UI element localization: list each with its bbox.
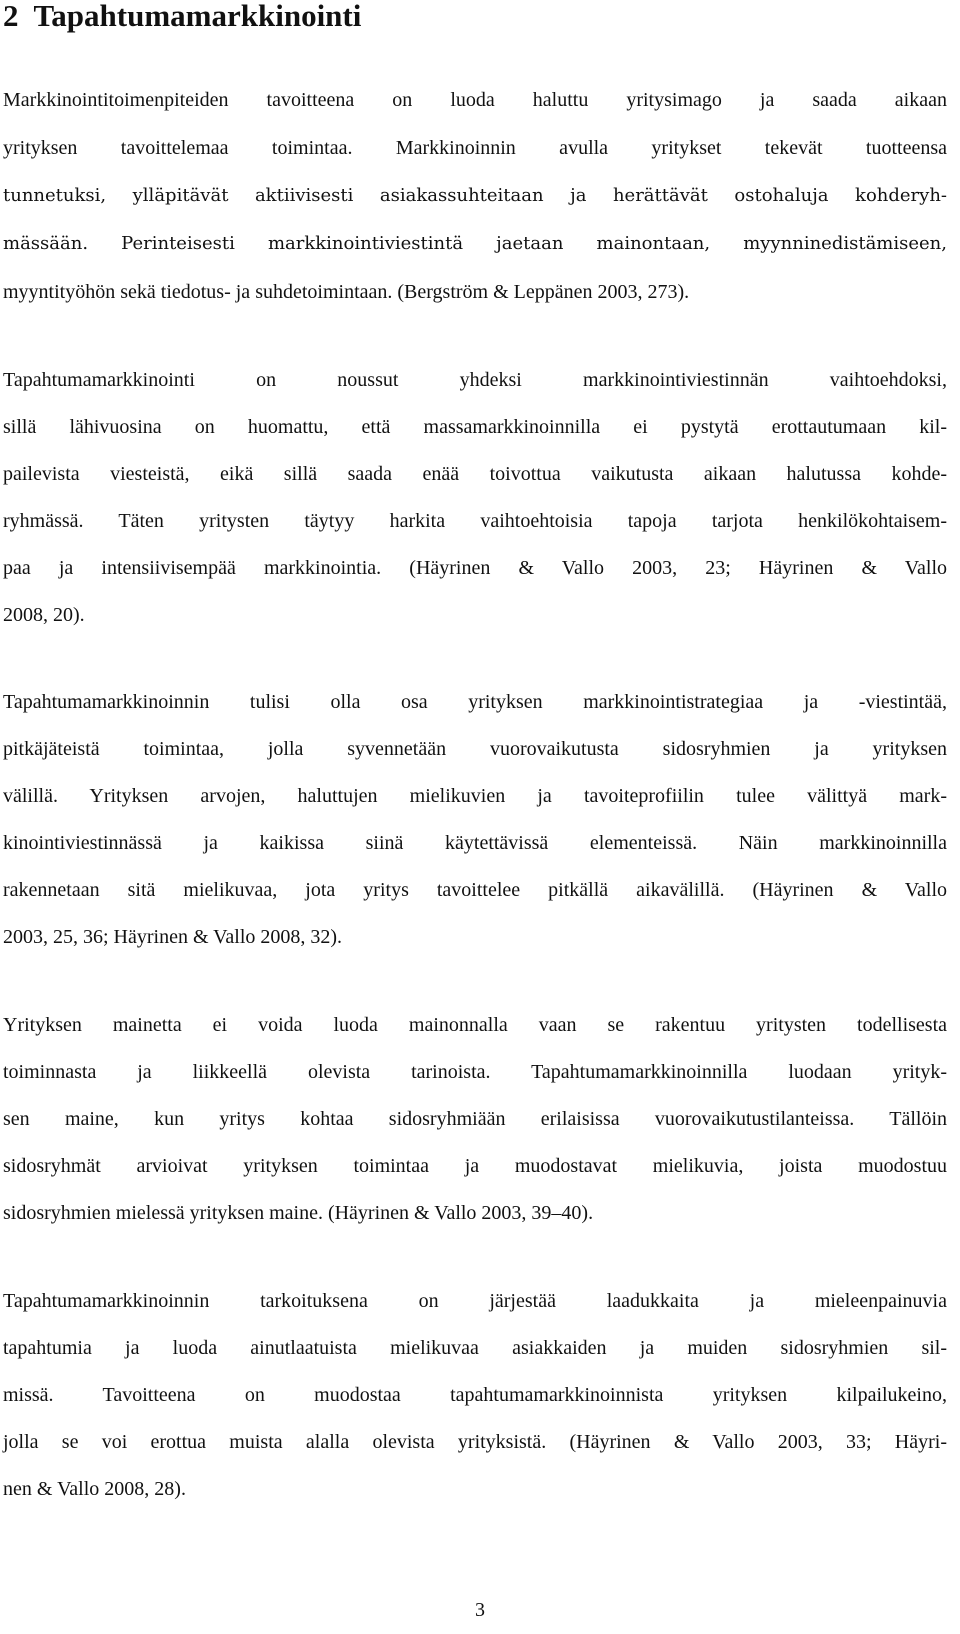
text-line: nen & Vallo 2008, 28).: [3, 1478, 186, 1500]
text-line: tapahtumia ja luoda ainutlaatuista mielikuvaa asiakkaiden ja muiden sidosryhmien sil-: [3, 1337, 947, 1359]
text-line: sidosryhmien mielessä yrityksen maine. (Häyrinen & Vallo 2003, 39–40).: [3, 1202, 594, 1224]
text-line: 2003, 25, 36; Häyrinen & Vallo 2008, 32).: [3, 926, 343, 948]
text-line: Tapahtumamarkkinointi on noussut yhdeksi markkinointiviestinnän vaihtoehdoksi,: [3, 369, 947, 391]
section-title: Tapahtumamarkkinointi: [33, 0, 362, 33]
text-line: pitkäjäteistä toimintaa, jolla syvennetään vuorovaikutusta sidosryhmien ja yrityksen: [3, 738, 947, 760]
text-line: 2008, 20).: [3, 604, 85, 626]
text-line: missä. Tavoitteena on muodostaa tapahtumamarkkinoinnista yrityksen kilpailukeino,: [3, 1384, 947, 1406]
text-line: Tapahtumamarkkinoinnin tarkoituksena on järjestää laadukkaita ja mieleenpainuvia: [3, 1290, 947, 1312]
text-line: pailevista viesteistä, eikä sillä saada enää toivottua vaikutusta aikaan halutussa kohde-: [3, 463, 947, 485]
section-number: 2: [3, 0, 19, 33]
text-line: sen maine, kun yritys kohtaa sidosryhmiään erilaisissa vuorovaikutustilanteissa. Tällöin: [3, 1108, 947, 1130]
text-line: myyntityöhön sekä tiedotus- ja suhdetoimintaan. (Bergström & Leppänen 2003, 273).: [3, 281, 690, 303]
text-line: jolla se voi erottua muista alalla olevista yrityksistä. (Häyrinen & Vallo 2003, 33; Häyri-: [3, 1431, 947, 1453]
text-line: sillä lähivuosina on huomattu, että massamarkkinoinnilla ei pystytä erottautumaan kil-: [3, 416, 947, 438]
text-line: yrityksen tavoittelemaa toimintaa. Markkinoinnin avulla yritykset tekevät tuotteensa: [3, 137, 947, 159]
text-line: paa ja intensiivisempää markkinointia. (Häyrinen & Vallo 2003, 23; Häyrinen & Vallo: [3, 557, 947, 579]
text-line: kinointiviestinnässä ja kaikissa siinä käytettävissä elementeissä. Näin markkinoinnilla: [3, 832, 947, 854]
text-line: rakennetaan sitä mielikuvaa, jota yritys tavoittelee pitkällä aikavälillä. (Häyrinen & Vallo: [3, 879, 947, 901]
text-line: toiminnasta ja liikkeellä olevista tarinoista. Tapahtumamarkkinoinnilla luodaan yrityk-: [3, 1061, 947, 1083]
text-line: Tapahtumamarkkinoinnin tulisi olla osa yrityksen markkinointistrategiaa ja -viestintää,: [3, 691, 947, 713]
text-line: Yrityksen mainetta ei voida luoda mainonnalla vaan se rakentuu yritysten todellisesta: [3, 1014, 947, 1036]
text-line: välillä. Yrityksen arvojen, haluttujen mielikuvien ja tavoiteprofiilin tulee välittyä mark-: [3, 785, 947, 807]
text-line: sidosryhmät arvioivat yrityksen toimintaa ja muodostavat mielikuvia, joista muodostuu: [3, 1155, 947, 1177]
text-line: mässään. Perinteisesti markkinointiviestintä jaetaan mainontaan, myynninedistämiseen,: [3, 233, 947, 254]
page-number: 3: [475, 1599, 485, 1621]
text-line: Markkinointitoimenpiteiden tavoitteena on luoda haluttu yritysimago ja saada aikaan: [3, 89, 947, 111]
section-heading: [3, 0, 361, 36]
text-line: tunnetuksi, ylläpitävät aktiivisesti asiakassuhteitaan ja herättävät ostohaluja kohderyh-: [3, 185, 947, 206]
text-line: ryhmässä. Täten yritysten täytyy harkita vaihtoehtoisia tapoja tarjota henkilökohtaisem-: [3, 510, 947, 532]
